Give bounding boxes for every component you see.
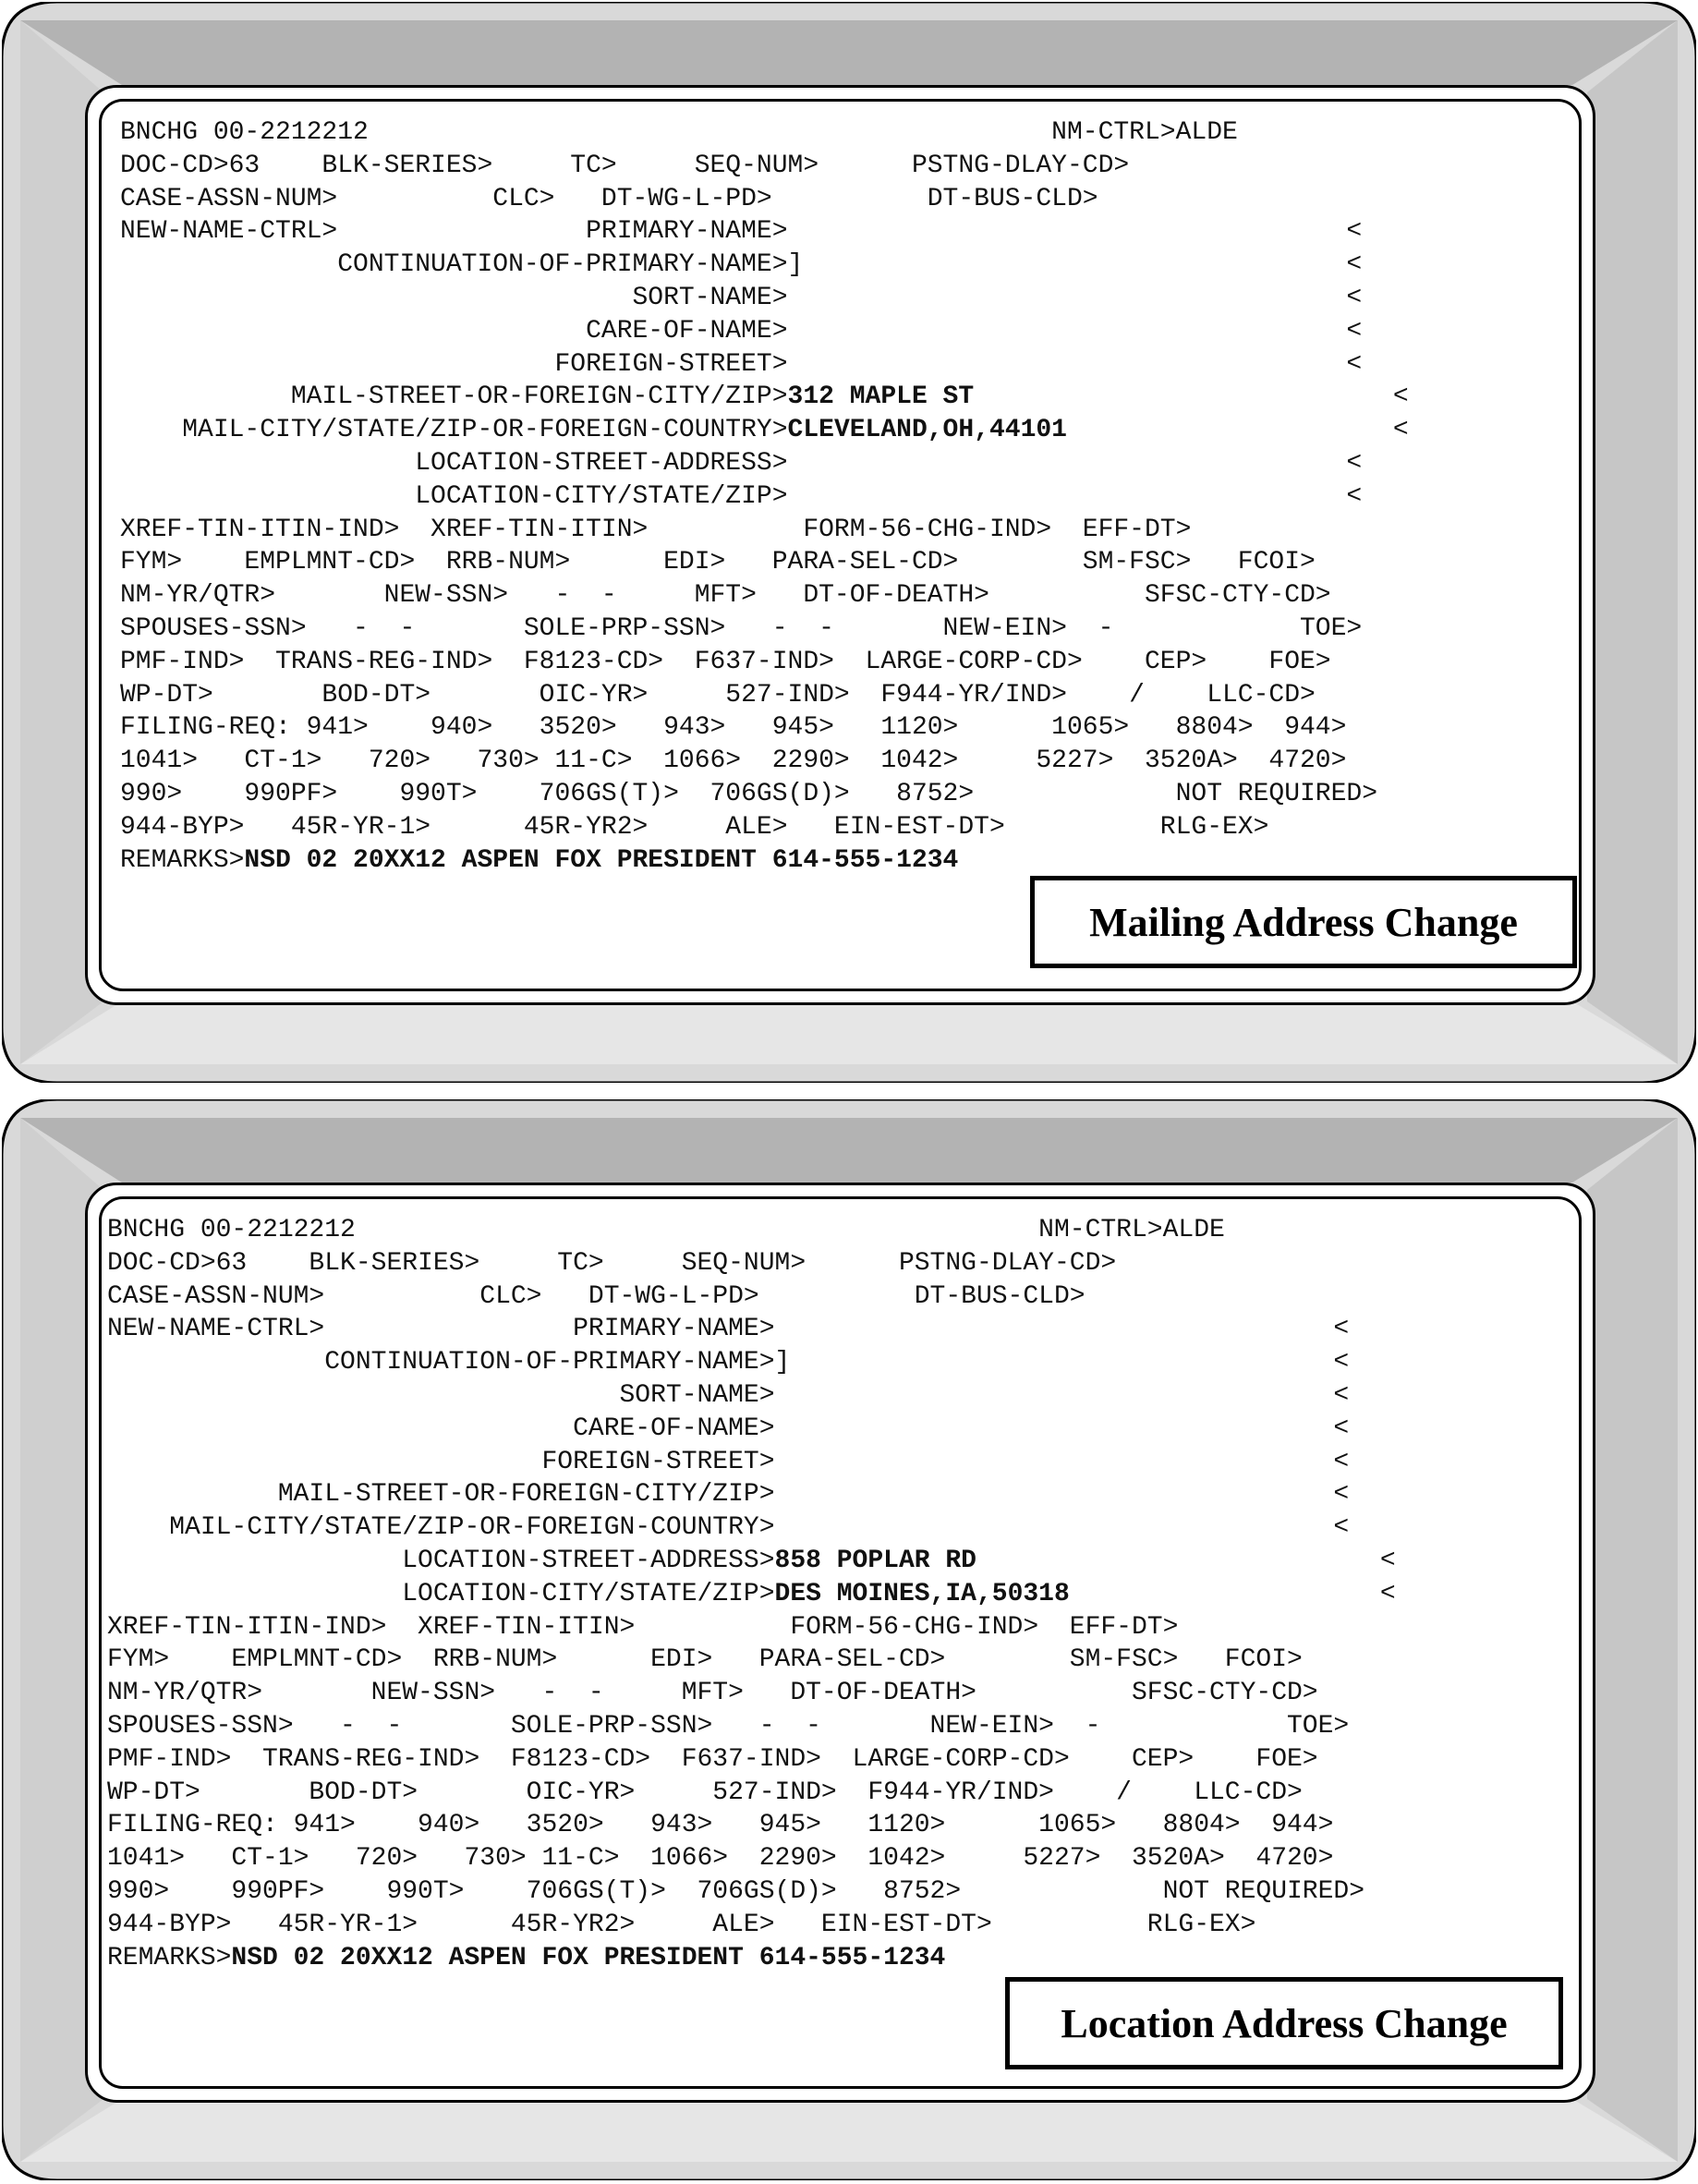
field-label: NEW-NAME-CTRL> PRIMARY-NAME> < [120, 217, 1363, 247]
field-label: PMF-IND> TRANS-REG-IND> F8123-CD> F637-IND> LARGE-CORP-CD> CEP> FOE> [107, 1744, 1318, 1774]
terminal-line [107, 1247, 1567, 1280]
terminal-line [107, 1446, 1567, 1479]
terminal-line [120, 215, 1580, 249]
field-label: FYM> EMPLMNT-CD> RRB-NUM> EDI> PARA-SEL-CD> SM-FSC> FCOI> [107, 1645, 1303, 1675]
monitor-mailing-address [2, 2, 1696, 1083]
field-label: XREF-TIN-ITIN-IND> XREF-TIN-ITIN> FORM-56-CHG-IND> EFF-DT> [120, 515, 1192, 544]
field-label: MAIL-CITY/STATE/ZIP-OR-FOREIGN-COUNTRY> < [107, 1513, 1350, 1543]
terminal-line [107, 1743, 1567, 1777]
field-label: FYM> EMPLMNT-CD> RRB-NUM> EDI> PARA-SEL-CD> SM-FSC> FCOI> [120, 548, 1316, 577]
caption-mailing-address-change: Mailing Address Change [1030, 876, 1577, 968]
terminal-line [120, 811, 1580, 844]
terminal-line [120, 844, 1580, 878]
terminal-line [120, 679, 1580, 712]
field-label: FILING-REQ: 941> 940> 3520> 943> 945> 1120> 1065> 8804> 944> [120, 713, 1347, 743]
field-label: SPOUSES-SSN> - - SOLE-PRP-SSN> - - NEW-EIN> - TOE> [120, 613, 1363, 643]
field-label: CASE-ASSN-NUM> CLC> DT-WG-L-PD> DT-BUS-CLD> [120, 184, 1098, 213]
terminal-line [120, 514, 1580, 547]
field-label: NM-YR/QTR> NEW-SSN> - - MFT> DT-OF-DEATH> SFSC-CTY-CD> [120, 581, 1331, 611]
terminal-line [120, 447, 1580, 480]
terminal-line [107, 1777, 1567, 1810]
terminal-line [107, 1611, 1567, 1644]
field-label: CONTINUATION-OF-PRIMARY-NAME>] < [107, 1348, 1350, 1377]
terminal-line [120, 249, 1580, 282]
terminal-line [107, 1545, 1567, 1578]
terminal-text [107, 1214, 1567, 1974]
terminal-line [107, 1710, 1567, 1743]
field-label: 990> 990PF> 990T> 706GS(T)> 706GS(D)> 8752> NOT REQUIRED> [120, 779, 1378, 808]
field-label: WP-DT> BOD-DT> OIC-YR> 527-IND> F944-YR/IND> / LLC-CD> [107, 1778, 1303, 1807]
field-label: SORT-NAME> < [107, 1380, 1350, 1410]
field-value: CLEVELAND,OH,44101 [787, 416, 1067, 445]
terminal-line [107, 1909, 1567, 1942]
monitor-location-address [2, 1099, 1696, 2180]
terminal-line [120, 646, 1580, 679]
field-label: 990> 990PF> 990T> 706GS(T)> 706GS(D)> 8752> NOT REQUIRED> [107, 1876, 1365, 1906]
field-label: FILING-REQ: 941> 940> 3520> 943> 945> 1120> 1065> 8804> 944> [107, 1811, 1334, 1840]
field-label: MAIL-STREET-OR-FOREIGN-CITY/ZIP> < [107, 1480, 1350, 1510]
terminal-line [120, 414, 1580, 447]
terminal-line [120, 116, 1580, 150]
field-label: DOC-CD>63 BLK-SERIES> TC> SEQ-NUM> PSTNG-DLAY-CD> [120, 151, 1130, 180]
field-label: NEW-NAME-CTRL> PRIMARY-NAME> < [107, 1315, 1350, 1344]
field-label: 944-BYP> 45R-YR-1> 45R-YR2> ALE> EIN-EST-DT> RLG-EX> [107, 1910, 1256, 1939]
terminal-line [120, 711, 1580, 745]
field-label: < [1069, 1579, 1396, 1608]
terminal-line [107, 1413, 1567, 1446]
field-value: NSD 02 20XX12 ASPEN FOX PRESIDENT 614-555-1234 [244, 845, 959, 875]
terminal-line [107, 1478, 1567, 1511]
terminal-line [107, 1809, 1567, 1842]
field-label: BNCHG 00-2212212 NM-CTRL>ALDE [107, 1216, 1225, 1244]
field-label: FOREIGN-STREET> < [107, 1447, 1350, 1476]
terminal-line [107, 1511, 1567, 1545]
terminal-line [120, 381, 1580, 414]
field-value: DES MOINES,IA,50318 [774, 1579, 1070, 1608]
terminal-line [120, 579, 1580, 613]
field-label: CARE-OF-NAME> < [120, 316, 1363, 346]
terminal-line [107, 1677, 1567, 1710]
field-label: < [976, 1546, 1396, 1575]
field-label: CARE-OF-NAME> < [107, 1414, 1350, 1443]
field-label: 944-BYP> 45R-YR-1> 45R-YR2> ALE> EIN-EST-DT> RLG-EX> [120, 812, 1269, 842]
field-value: 858 POPLAR RD [774, 1546, 976, 1575]
caption-location-address-change: Location Address Change [1005, 1977, 1563, 2069]
field-label: LOCATION-CITY/STATE/ZIP> [107, 1579, 775, 1608]
terminal-line [120, 745, 1580, 778]
terminal-line [120, 480, 1580, 514]
field-label: LOCATION-STREET-ADDRESS> < [120, 448, 1363, 478]
terminal-line [120, 183, 1580, 216]
terminal-line [120, 150, 1580, 183]
field-label: LOCATION-CITY/STATE/ZIP> < [120, 481, 1363, 511]
field-label: LOCATION-STREET-ADDRESS> [107, 1546, 775, 1575]
terminal-text [120, 116, 1580, 877]
terminal-line [120, 315, 1580, 348]
terminal-line [107, 1942, 1567, 1975]
field-label: 1041> CT-1> 720> 730> 11-C> 1066> 2290> 1042> 5227> 3520A> 4720> [120, 746, 1347, 776]
terminal-line [120, 613, 1580, 646]
terminal-line [107, 1644, 1567, 1677]
terminal-line [107, 1280, 1567, 1314]
field-label: BNCHG 00-2212212 NM-CTRL>ALDE [120, 118, 1238, 147]
terminal-line [120, 348, 1580, 382]
field-label: REMARKS> [107, 1943, 232, 1972]
field-label: XREF-TIN-ITIN-IND> XREF-TIN-ITIN> FORM-56-CHG-IND> EFF-DT> [107, 1612, 1179, 1642]
field-label: DOC-CD>63 BLK-SERIES> TC> SEQ-NUM> PSTNG-DLAY-CD> [107, 1248, 1117, 1278]
terminal-line [120, 546, 1580, 579]
terminal-line [107, 1875, 1567, 1909]
terminal-line [120, 282, 1580, 315]
field-label: CONTINUATION-OF-PRIMARY-NAME>] < [120, 250, 1363, 280]
terminal-line [107, 1313, 1567, 1346]
terminal-line [107, 1379, 1567, 1413]
field-label: WP-DT> BOD-DT> OIC-YR> 527-IND> F944-YR/IND> / LLC-CD> [120, 680, 1316, 710]
field-label: MAIL-CITY/STATE/ZIP-OR-FOREIGN-COUNTRY> [120, 416, 788, 445]
field-label: < [974, 382, 1409, 412]
field-label: NM-YR/QTR> NEW-SSN> - - MFT> DT-OF-DEATH> SFSC-CTY-CD> [107, 1679, 1318, 1708]
terminal-line [107, 1346, 1567, 1379]
field-label: PMF-IND> TRANS-REG-IND> F8123-CD> F637-IND> LARGE-CORP-CD> CEP> FOE> [120, 647, 1331, 676]
terminal-line [107, 1842, 1567, 1875]
field-label: FOREIGN-STREET> < [120, 349, 1363, 379]
field-label: < [1066, 416, 1409, 445]
field-value: NSD 02 20XX12 ASPEN FOX PRESIDENT 614-555-1234 [231, 1943, 946, 1972]
field-value: 312 MAPLE ST [787, 382, 975, 412]
terminal-line [120, 778, 1580, 811]
terminal-line [107, 1578, 1567, 1611]
terminal-line [107, 1214, 1567, 1247]
field-label: REMARKS> [120, 845, 245, 875]
field-label: SORT-NAME> < [120, 283, 1363, 312]
field-label: 1041> CT-1> 720> 730> 11-C> 1066> 2290> 1042> 5227> 3520A> 4720> [107, 1844, 1334, 1874]
field-label: MAIL-STREET-OR-FOREIGN-CITY/ZIP> [120, 382, 788, 412]
field-label: SPOUSES-SSN> - - SOLE-PRP-SSN> - - NEW-EIN> - TOE> [107, 1711, 1350, 1741]
field-label: CASE-ASSN-NUM> CLC> DT-WG-L-PD> DT-BUS-CLD> [107, 1281, 1086, 1311]
